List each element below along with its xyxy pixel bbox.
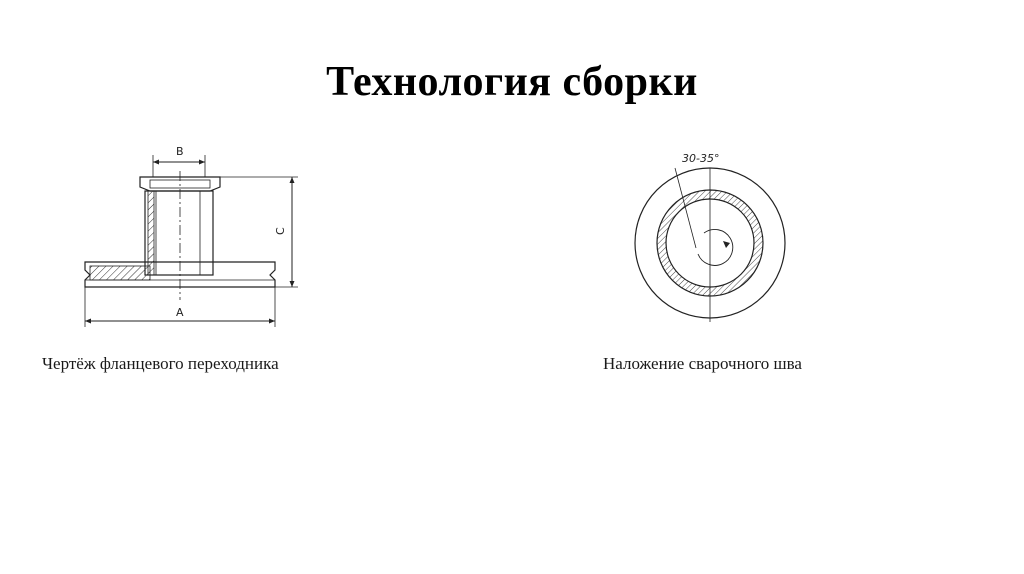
- weld-seam-drawing: [620, 140, 800, 325]
- dimension-b-arrow-right: [199, 160, 205, 165]
- base-flange-hatch: [90, 266, 150, 280]
- dimension-a-arrow-left: [85, 319, 91, 324]
- flange-adapter-drawing: [60, 135, 320, 335]
- angle-label: 30-35°: [682, 152, 720, 165]
- dimension-c-arrow-top: [290, 177, 295, 183]
- right-figure-caption: Наложение сварочного шва: [603, 354, 802, 373]
- dimension-c-arrow-bottom: [290, 281, 295, 287]
- dimension-c-label: C: [274, 227, 287, 235]
- left-figure-caption: Чертёж фланцевого переходника: [42, 354, 279, 373]
- dimension-b-arrow-left: [153, 160, 159, 165]
- slide-title: Технология сборки: [326, 59, 698, 105]
- dimension-b-label: B: [176, 145, 184, 158]
- dimension-a-label: A: [176, 306, 184, 319]
- dimension-a-arrow-right: [269, 319, 275, 324]
